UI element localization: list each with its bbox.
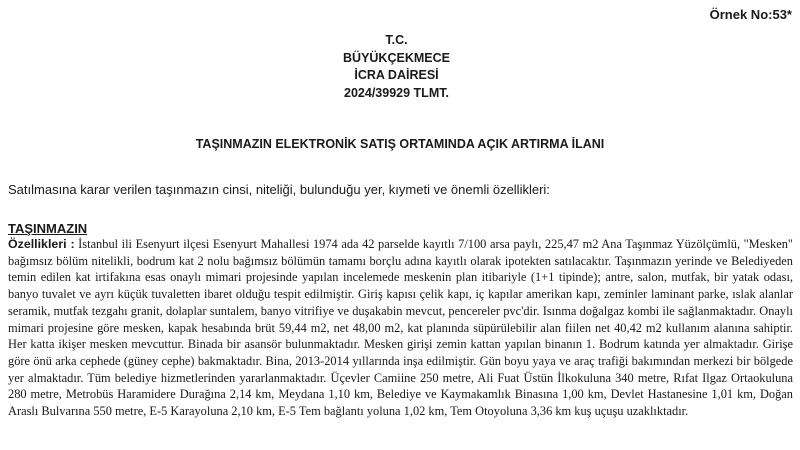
property-features-paragraph: [8, 236, 793, 420]
header-line-file-number: 2024/39929 TLMT.: [344, 85, 449, 100]
section-title: TAŞINMAZIN: [8, 221, 88, 236]
intro-text: Satılmasına karar verilen taşınmazın cinsi, niteliği, bulunduğu yer, kıymeti ve önemli özellikleri:: [8, 182, 550, 197]
announcement-title: TAŞINMAZIN ELEKTRONİK SATIŞ ORTAMINDA AÇIK ARTIRMA İLANI: [195, 137, 605, 151]
features-text: İstanbul ili Esenyurt ilçesi Esenyurt Mahallesi 1974 ada 42 parselde kayıtlı 7/100 arsa paylı, 225,47 m2 Ana Taşınmaz Yüzölçümlü, "Mesken" bağımsız bölüm nitelikli, bodrum kat 2 nolu bağımsız bölümün tamamı borçlu adına kayıtlı olarak ipotekten satılacaktır. Taşınmazın yerinde ve Belediyeden temin edilen kat irtifakına esas onaylı mimari projesinde yapılan incelemede meskenin plan itibariyle (1+1 tipinde); antre, salon, mutfak, bir yatak odası, banyo tuvalet ve ayrı küçük tuvaletten ibaret olduğu tespit edilmiştir. Giriş kapısı çelik kapı, iç kapılar amerikan kapı, zeminler laminant parke, ıslak alanlar seramik, mutfak tezgahı granit, dolaplar suntalem, banyo vitrifiye ve duşakabin mevcut, pencereler pvc'dir. Isınma doğalgaz kombi ile sağlanmaktadır. Onaylı mimari projesine göre mesken, kapak hesabında brüt 59,44 m2, net 48,00 m2, kat planında süpürülebilir alan fiilen net 40,42 m2 kullanım alanına sahiptir. Her katta ikişer mesken mevcuttur. Binada bir asansör bulunmaktadır. Mesken girişi zemin kattan yapılan binanın 1. Bodrum katında yer almaktadır. Girişe göre önü arka cephede (güney cephe) bakmaktadır. Bina, 2013-2014 yıllarında inşa edilmiştir. Gün boyu yaya ve araç trafiği bakımından merkezi bir bölgede yer almaktadır. Tüm belediye hizmetlerinden yararlanmaktadır. Üçevler Camiine 250 metre, Ali Fuat Üstün İlkokuluna 340 metre, Rıfat Ilgaz Ortaokuluna 280 metre, Metrobüs Haramidere Durağına 2,14 km, Meydana 1,10 km, Belediye ve Kaymakamlık Binasına 1,00 km, Devlet Hastanesine 1,01 km, Doğan Araslı Bulvarına 550 metre, E-5 Karayoluna 2,10 km, E-5 Tem bağlantı yoluna 1,02 km, Tem Otoyoluna 3,36 km kuş uçuşu uzaklıktadır.: [8, 237, 793, 419]
header-line-tc: T.C.: [385, 33, 408, 47]
features-label: Özellikleri :: [8, 237, 75, 251]
header-line-district: BÜYÜKÇEKMECE: [343, 50, 450, 65]
example-number: Örnek No:53*: [709, 7, 792, 22]
court-header: [0, 32, 800, 102]
header-line-office: İCRA DAİRESİ: [354, 68, 439, 82]
